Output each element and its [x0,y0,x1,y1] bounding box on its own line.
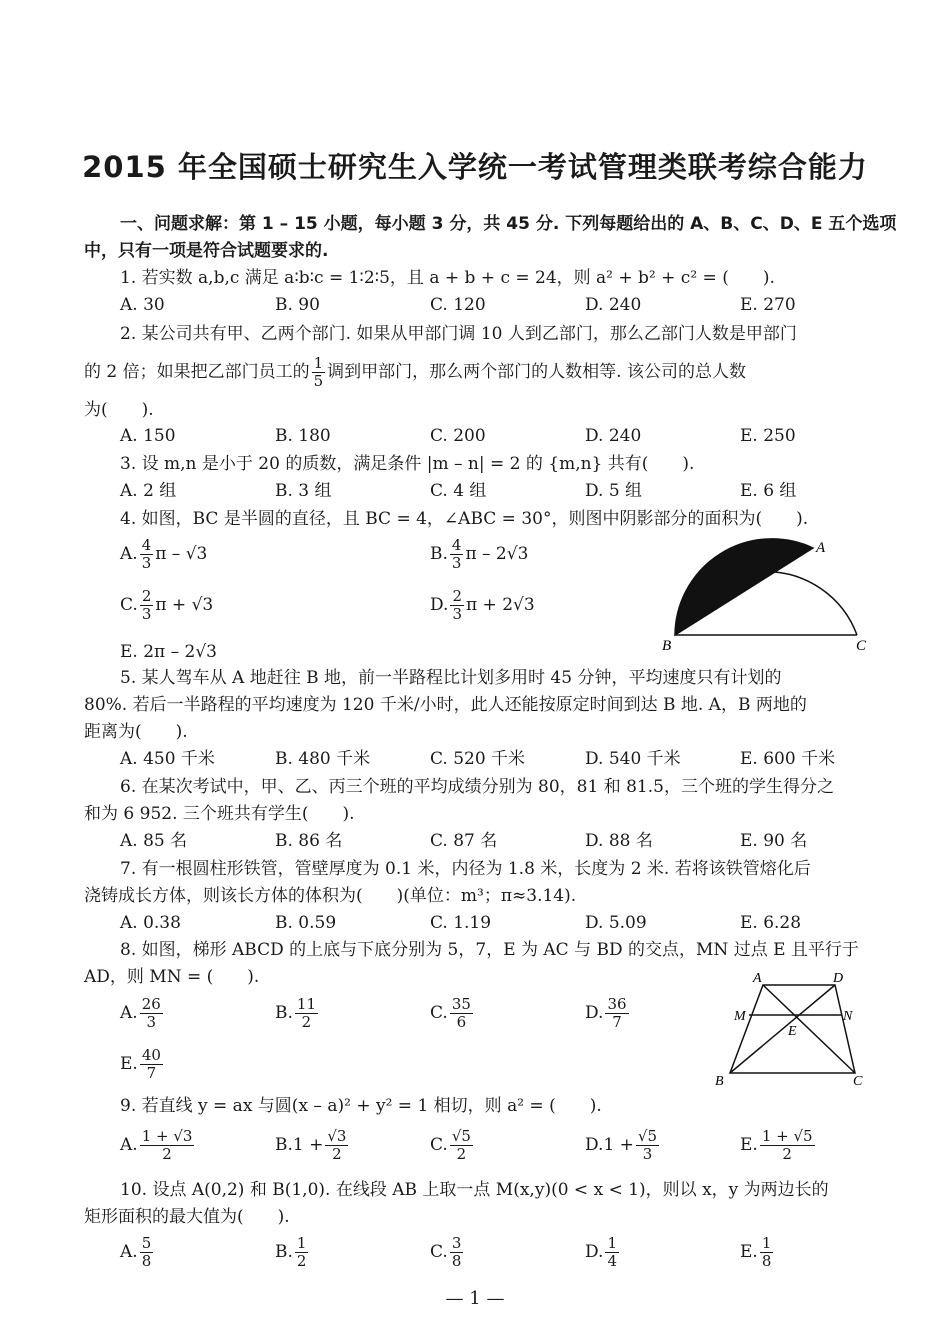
q1-option-b: B. 90 [275,295,320,315]
q5-line3: 距离为( ). [84,722,188,742]
q4-option-b-tail: π – 2√3 [465,544,529,564]
q6-option-e: E. 90 名 [740,831,808,851]
q9-option-d [585,1128,661,1163]
q8-label-m: M [734,1009,746,1024]
q4-option-d-tail: π + 2√3 [465,595,535,615]
q5-option-d: D. 540 千米 [585,749,681,769]
section-intro-line1: 一、问题求解：第 1 – 15 小题，每小题 3 分，共 45 分. 下列每题给出的 A、B、C、D、E 五个选项 [120,214,897,234]
q9-option-d-pre: 1 + [603,1135,634,1155]
q2-option-b: B. 180 [275,426,331,446]
q6-option-c: C. 87 名 [430,831,498,851]
q8-option-b-den: 2 [301,1013,312,1031]
q8-option-b-label: B. [275,1003,293,1023]
q4-option-d-label: D. [430,595,449,615]
q10-option-e-den: 8 [761,1252,772,1270]
q8-option-a [120,996,165,1031]
q4-label-b: B [662,638,672,654]
q8-option-e-label: E. [120,1054,138,1074]
q10-option-d-num: 1 [607,1234,617,1252]
q8-option-c-label: C. [430,1003,448,1023]
q4-option-d-num: 2 [452,587,462,605]
q10-option-a-den: 8 [141,1252,152,1270]
q7-option-a: A. 0.38 [120,913,181,933]
q10-option-a-frac [140,1235,154,1270]
q10-option-c-num: 3 [451,1234,462,1252]
q4-label-c: C [856,638,867,654]
q8-diagonal-ac [763,985,855,1073]
q9-option-b-num: √3 [327,1127,347,1145]
q9-option-d-label: D. [585,1135,604,1155]
q9-option-d-num: √5 [637,1127,658,1145]
q1-option-e: E. 270 [740,295,796,315]
q8-option-e [120,1047,165,1082]
q9-option-a-den: 2 [162,1145,172,1163]
q2-fraction [312,355,326,390]
q9-option-c-frac [450,1128,473,1163]
q1-option-d: D. 240 [585,295,642,315]
q9-option-b [275,1128,350,1163]
q8-line1: 8. 如图，梯形 ABCD 的上底与下底分别为 5，7，E 为 AC 与 BD 的交点，MN 过点 E 且平行于 [120,940,859,960]
q5-option-c: C. 520 千米 [430,749,526,769]
q10-option-a-num: 5 [141,1234,152,1252]
q10-line2: 矩形面积的最大值为( ). [84,1207,290,1227]
q4-option-b-label: B. [430,544,448,564]
q8-option-d [585,996,631,1031]
q9-option-e [740,1128,817,1163]
q3-option-e: E. 6 组 [740,481,797,501]
q4-option-b [430,537,528,572]
q4-option-a [120,537,207,572]
q10-option-b-label: B. [275,1242,293,1262]
q9-option-a-num: 1 + √3 [141,1127,193,1145]
q2-line2 [84,352,868,392]
q8-option-b-frac [295,996,318,1031]
q8-option-d-label: D. [585,1003,604,1023]
q4-option-b-frac [450,537,464,572]
q8-label-a: A [753,971,762,986]
q8-option-c [430,996,475,1031]
q9-option-e-frac [760,1128,815,1163]
q7-option-e: E. 6.28 [740,913,802,933]
q8-option-a-label: A. [120,1003,138,1023]
q10-option-d-den: 4 [607,1252,617,1270]
q4-option-a-frac [140,537,154,572]
q6-option-a: A. 85 名 [120,831,188,851]
q10-option-b-den: 2 [296,1252,307,1270]
q7-option-c: C. 1.19 [430,913,492,933]
q8-option-b [275,996,320,1031]
q8-option-d-num: 36 [607,995,627,1013]
q5-option-a: A. 450 千米 [120,749,215,769]
q4-option-b-num: 4 [451,536,462,554]
q4-option-c-num: 2 [141,587,152,605]
q4-option-d-frac [450,588,464,623]
q5-option-b: B. 480 千米 [275,749,371,769]
q9-option-e-label: E. [740,1135,758,1155]
q9-option-c-num: √5 [451,1127,471,1145]
q8-option-b-num: 11 [296,995,316,1013]
q2-line2-post: 调到甲部门，那么两个部门的人数相等. 该公司的总人数 [327,362,746,382]
q2-frac-den: 5 [313,372,324,390]
q4-option-a-label: A. [120,544,138,564]
q8-line2: AD，则 MN = ( ). [84,967,260,987]
q9-option-b-label: B. [275,1135,293,1155]
q10-option-e-label: E. [740,1242,758,1262]
q4-option-d [430,588,535,623]
q4-shaded-segment [675,539,813,635]
q4-option-a-tail: π – √3 [155,544,208,564]
q6-line2: 和为 6 952. 三个班共有学生( ). [84,804,355,824]
q9-option-b-frac [325,1128,348,1163]
q3-option-a: A. 2 组 [120,481,177,501]
q3-option-b: B. 3 组 [275,481,332,501]
q10-option-b-frac [295,1235,309,1270]
q8-option-e-den: 7 [146,1064,157,1082]
q4-option-a-num: 4 [141,536,152,554]
q8-label-d: D [833,971,844,986]
q4-option-c [120,588,213,623]
q10-option-c [430,1235,465,1270]
q2-option-a: A. 150 [120,426,176,446]
q2-line2-pre: 的 2 倍；如果把乙部门员工的 [84,362,310,382]
q6-option-d: D. 88 名 [585,831,653,851]
q8-option-a-den: 3 [146,1013,156,1031]
q9-option-b-den: 2 [332,1145,342,1163]
q6-line1: 6. 在某次考试中，甲、乙、丙三个班的平均成绩分别为 80，81 和 81.5，三个班的学生得分之 [120,777,834,797]
q4-option-c-frac [140,588,154,623]
q8-label-n: N [843,1009,853,1024]
q9-option-a-label: A. [120,1135,138,1155]
q10-option-c-den: 8 [451,1252,462,1270]
q8-label-e: E [788,1024,797,1039]
q10-option-e-frac [760,1235,774,1270]
q9-option-b-pre: 1 + [292,1135,324,1155]
q9-option-d-frac [636,1128,659,1163]
q9-option-c-den: 2 [456,1145,467,1163]
q9-option-d-den: 3 [642,1145,653,1163]
q3-option-c: C. 4 组 [430,481,487,501]
q7-option-d: D. 5.09 [585,913,647,933]
q2-option-c: C. 200 [430,426,486,446]
q2-line3: 为( ). [84,400,154,420]
q4-label-a: A [816,540,826,556]
q10-option-a-label: A. [120,1242,138,1262]
page-number: — 1 — [445,1288,505,1309]
q10-line1: 10. 设点 A(0,2) 和 B(1,0). 在线段 AB 上取一点 M(x,y)(0 < x < 1)，则以 x，y 为两边长的 [120,1180,829,1200]
q5-option-e: E. 600 千米 [740,749,836,769]
q7-line2: 浇铸成长方体，则该长方体的体积为( )(单位：m³；π≈3.14). [84,886,577,906]
q10-option-e [740,1235,775,1270]
q10-option-b [275,1235,310,1270]
q7-option-b: B. 0.59 [275,913,337,933]
q2-option-e: E. 250 [740,426,796,446]
q4-option-e: E. 2π – 2√3 [120,642,217,662]
q4-option-a-den: 3 [141,554,152,572]
q10-option-d-frac [605,1235,619,1270]
q8-option-a-frac [140,996,163,1031]
q8-trapezoid-figure [705,965,870,1090]
q10-option-b-num: 1 [296,1234,307,1252]
q4-stem: 4. 如图，BC 是半圆的直径，且 BC = 4，∠ABC = 30°，则图中阴影部分的面积为( ). [120,509,809,529]
page-title: 2015 年全国硕士研究生入学统一考试管理类联考综合能力 [82,150,868,184]
q4-option-c-label: C. [120,595,138,615]
q9-stem: 9. 若直线 y = ax 与圆(x – a)² + y² = 1 相切，则 a² = ( ). [120,1096,602,1116]
q8-option-c-den: 6 [456,1013,467,1031]
q9-option-a [120,1128,196,1163]
q10-option-c-frac [450,1235,464,1270]
q4-option-b-den: 3 [451,554,462,572]
q9-option-e-num: 1 + √5 [761,1127,813,1145]
q8-option-d-frac [605,996,628,1031]
q10-option-d [585,1235,621,1270]
q1-option-c: C. 120 [430,295,486,315]
q2-option-d: D. 240 [585,426,642,446]
q5-line2: 80%. 若后一半路程的平均速度为 120 千米/小时，此人还能按原定时间到达 B 地. A，B 两地的 [84,695,807,715]
q10-option-c-label: C. [430,1242,448,1262]
q4-option-c-den: 3 [141,605,152,623]
q4-option-d-den: 3 [452,605,462,623]
q9-option-a-frac [140,1128,195,1163]
q9-option-c-label: C. [430,1135,448,1155]
q7-line1: 7. 有一根圆柱形铁管，管壁厚度为 0.1 米，内径为 1.8 米，长度为 2 米. 若将该铁管熔化后 [120,859,811,879]
q5-line1: 5. 某人驾车从 A 地赶往 B 地，前一半路程比计划多用时 45 分钟，平均速度只有计划的 [120,668,782,688]
q8-option-e-num: 40 [141,1046,161,1064]
q8-option-c-frac [450,996,473,1031]
q9-option-c [430,1128,475,1163]
q2-frac-num: 1 [313,354,324,372]
q4-semicircle-figure [660,535,875,655]
q10-option-e-num: 1 [761,1234,772,1252]
q3-option-d: D. 5 组 [585,481,643,501]
q8-option-e-frac [140,1047,163,1082]
q8-label-c: C [853,1074,863,1089]
q1-option-a: A. 30 [120,295,165,315]
q8-option-d-den: 7 [612,1013,622,1031]
q9-option-e-den: 2 [782,1145,792,1163]
q1-stem: 1. 若实数 a,b,c 满足 a∶b∶c = 1∶2∶5，且 a + b + c = 24，则 a² + b² + c² = ( ). [120,268,775,288]
q2-line1: 2. 某公司共有甲、乙两个部门. 如果从甲部门调 10 人到乙部门，那么乙部门人数是甲部门 [120,324,797,344]
q3-stem: 3. 设 m,n 是小于 20 的质数，满足条件 |m – n| = 2 的 {m,n} 共有( ). [120,454,695,474]
section-intro-line2: 中，只有一项是符合试题要求的. [84,241,329,261]
q8-option-c-num: 35 [451,995,471,1013]
q10-option-d-label: D. [585,1242,604,1262]
q6-option-b: B. 86 名 [275,831,343,851]
q8-option-a-num: 26 [141,995,161,1013]
q8-label-b: B [715,1074,724,1089]
q10-option-a [120,1235,155,1270]
q4-option-c-tail: π + √3 [155,595,214,615]
